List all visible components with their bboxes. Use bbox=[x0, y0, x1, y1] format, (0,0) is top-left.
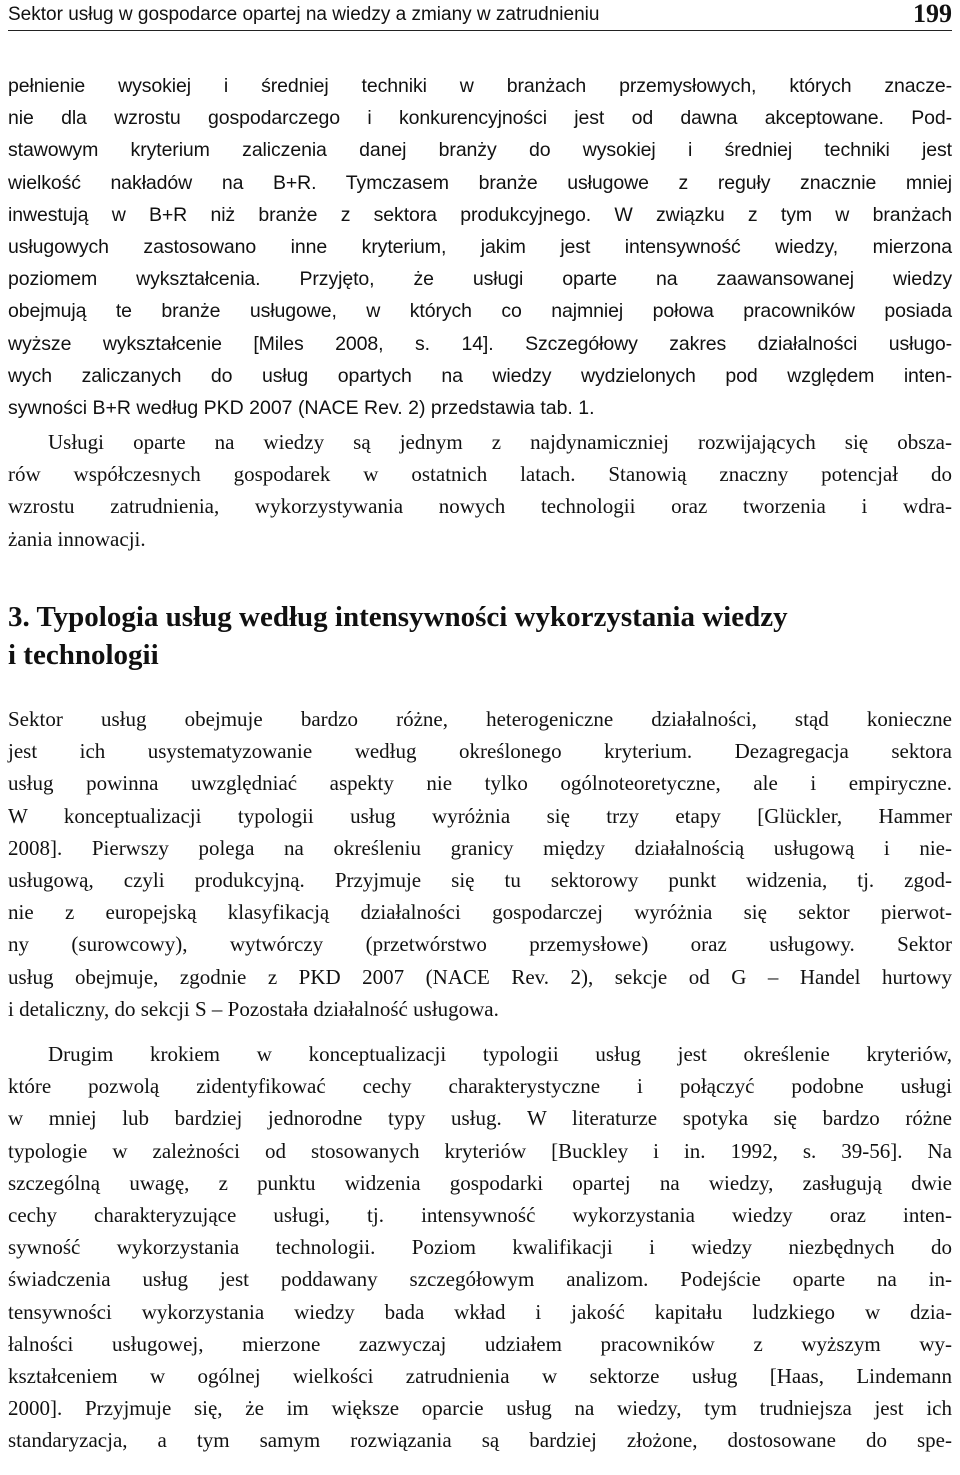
text-line: usługową, czyli produkcyjną. Przyjmuje się tu sektorowy punkt widzenia, tj. zgod- bbox=[8, 867, 952, 892]
paragraph-2 bbox=[8, 426, 952, 555]
text-line: łalności usługowej, mierzone zazwyczaj udziałem pracowników z wyższym wy- bbox=[8, 1331, 952, 1356]
text-line: pełnienie wysokiej i średniej techniki w branżach przemysłowych, których znacze- bbox=[8, 75, 952, 97]
text-line: wyższe wykształcenie [Miles 2008, s. 14]. Szczegółowy zakres działalności usługo- bbox=[8, 332, 952, 355]
text-line: nie dla wzrostu gospodarczego i konkurencyjności jest od dawna akceptowane. Pod- bbox=[8, 107, 952, 130]
page-number: 199 bbox=[913, 0, 952, 28]
running-title: Sektor usług w gospodarce opartej na wiedzy a zmiany w zatrudnieniu bbox=[8, 4, 600, 25]
text-line: wielkość nakładów na B+R. Tymczasem branże usługowe z reguły znacznie mniej bbox=[8, 171, 952, 194]
text-line: sywności B+R według PKD 2007 (NACE Rev. 2) przedstawia tab. 1. bbox=[8, 396, 595, 419]
text-line: jest ich usystematyzowanie według określonego kryterium. Dezagregacja sektora bbox=[8, 739, 952, 764]
section-heading bbox=[8, 598, 952, 674]
text-line: świadczenia usług jest poddawany szczegółowym analizom. Podejście oparte na in- bbox=[8, 1267, 952, 1292]
text-line: kształceniem w ogólnej wielkości zatrudnienia w sektorze usług [Haas, Lindemann bbox=[8, 1363, 952, 1388]
text-line: ny (surowcowy), wytwórczy (przetwórstwo przemysłowe) oraz usługowy. Sektor bbox=[8, 932, 952, 957]
paragraph-3 bbox=[8, 703, 952, 1025]
text-line: Sektor usług obejmuje bardzo różne, heterogeniczne działalności, stąd konieczne bbox=[8, 707, 952, 731]
text-line: inwestują w B+R niż branże z sektora produkcyjnego. W związku z tym w branżach bbox=[8, 203, 952, 226]
text-line: wzrostu zatrudnienia, wykorzystywania nowych technologii oraz tworzenia i wdra- bbox=[8, 494, 952, 519]
page-header bbox=[8, 0, 952, 31]
text-line: Drugim krokiem w konceptualizacji typologii usług jest określenie kryteriów, bbox=[48, 1042, 952, 1066]
text-line: Usługi oparte na wiedzy są jednym z najdynamiczniej rozwijających się obsza- bbox=[48, 430, 952, 454]
text-line: 2000]. Przyjmuje się, że im większe oparcie usług na wiedzy, tym trudniejsza jest ich bbox=[8, 1396, 952, 1421]
text-line: i detaliczny, do sekcji S – Pozostała działalność usługowa. bbox=[8, 996, 499, 1021]
text-line: które pozwolą zidentyfikować cechy charakterystyczne i połączyć podobne usługi bbox=[8, 1074, 952, 1099]
text-line: tensywności wykorzystania wiedzy bada wkład i jakość kapitału ludzkiego w dzia- bbox=[8, 1299, 952, 1324]
section-heading-line-1: 3. Typologia usług według intensywności wykorzystania wiedzy bbox=[8, 601, 788, 633]
text-line: usługowych zastosowano inne kryterium, jakim jest intensywność wiedzy, mierzona bbox=[8, 235, 952, 258]
text-line: sywność wykorzystania technologii. Poziom kwalifikacji i wiedzy niezbędnych do bbox=[8, 1235, 952, 1260]
paragraph-4 bbox=[8, 1038, 952, 1456]
text-line: szczególną uwagę, z punktu widzenia gospodarki opartej na wiedzy, zasługują dwie bbox=[8, 1170, 952, 1195]
text-line: cechy charakteryzujące usługi, tj. intensywność wykorzystania wiedzy oraz inten- bbox=[8, 1202, 952, 1227]
text-line: wych zaliczanych do usług opartych na wiedzy wydzielonych pod względem inten- bbox=[8, 364, 952, 387]
text-line: rów współczesnych gospodarek w ostatnich latach. Stanowią znaczny potencjał do bbox=[8, 462, 952, 487]
text-line: W konceptualizacji typologii usług wyróżnia się trzy etapy [Glückler, Hammer bbox=[8, 803, 952, 828]
text-line: nie z europejską klasyfikacją działalności gospodarczej wyróżnia się sektor pierwot- bbox=[8, 900, 952, 925]
section-heading-line-2: i technologii bbox=[8, 639, 159, 671]
text-line: 2008]. Pierwszy polega na określeniu granicy między działalnością usługową i nie- bbox=[8, 835, 952, 860]
text-line: w mniej lub bardziej jednorodne typy usług. W literaturze spotyka się bardzo różne bbox=[8, 1106, 952, 1131]
text-line: żania innowacji. bbox=[8, 526, 146, 551]
paragraph-1 bbox=[8, 70, 952, 424]
text-line: usług obejmuje, zgodnie z PKD 2007 (NACE Rev. 2), sekcje od G – Handel hurtowy bbox=[8, 964, 952, 989]
text-line: poziomem wykształcenia. Przyjęto, że usługi oparte na zaawansowanej wiedzy bbox=[8, 268, 952, 291]
text-line: usług powinna uwzględniać aspekty nie tylko ogólnoteoretyczne, ale i empiryczne. bbox=[8, 771, 952, 796]
text-line: standaryzacja, a tym samym rozwiązania są bardziej złożone, dostosowane do spe- bbox=[8, 1428, 952, 1453]
text-line: typologie w zależności od stosowanych kryteriów [Buckley i in. 1992, s. 39-56]. Na bbox=[8, 1138, 952, 1163]
text-line: stawowym kryterium zaliczenia danej branży do wysokiej i średniej techniki jest bbox=[8, 139, 952, 162]
text-line: obejmują te branże usługowe, w których co najmniej połowa pracowników posiada bbox=[8, 300, 952, 323]
